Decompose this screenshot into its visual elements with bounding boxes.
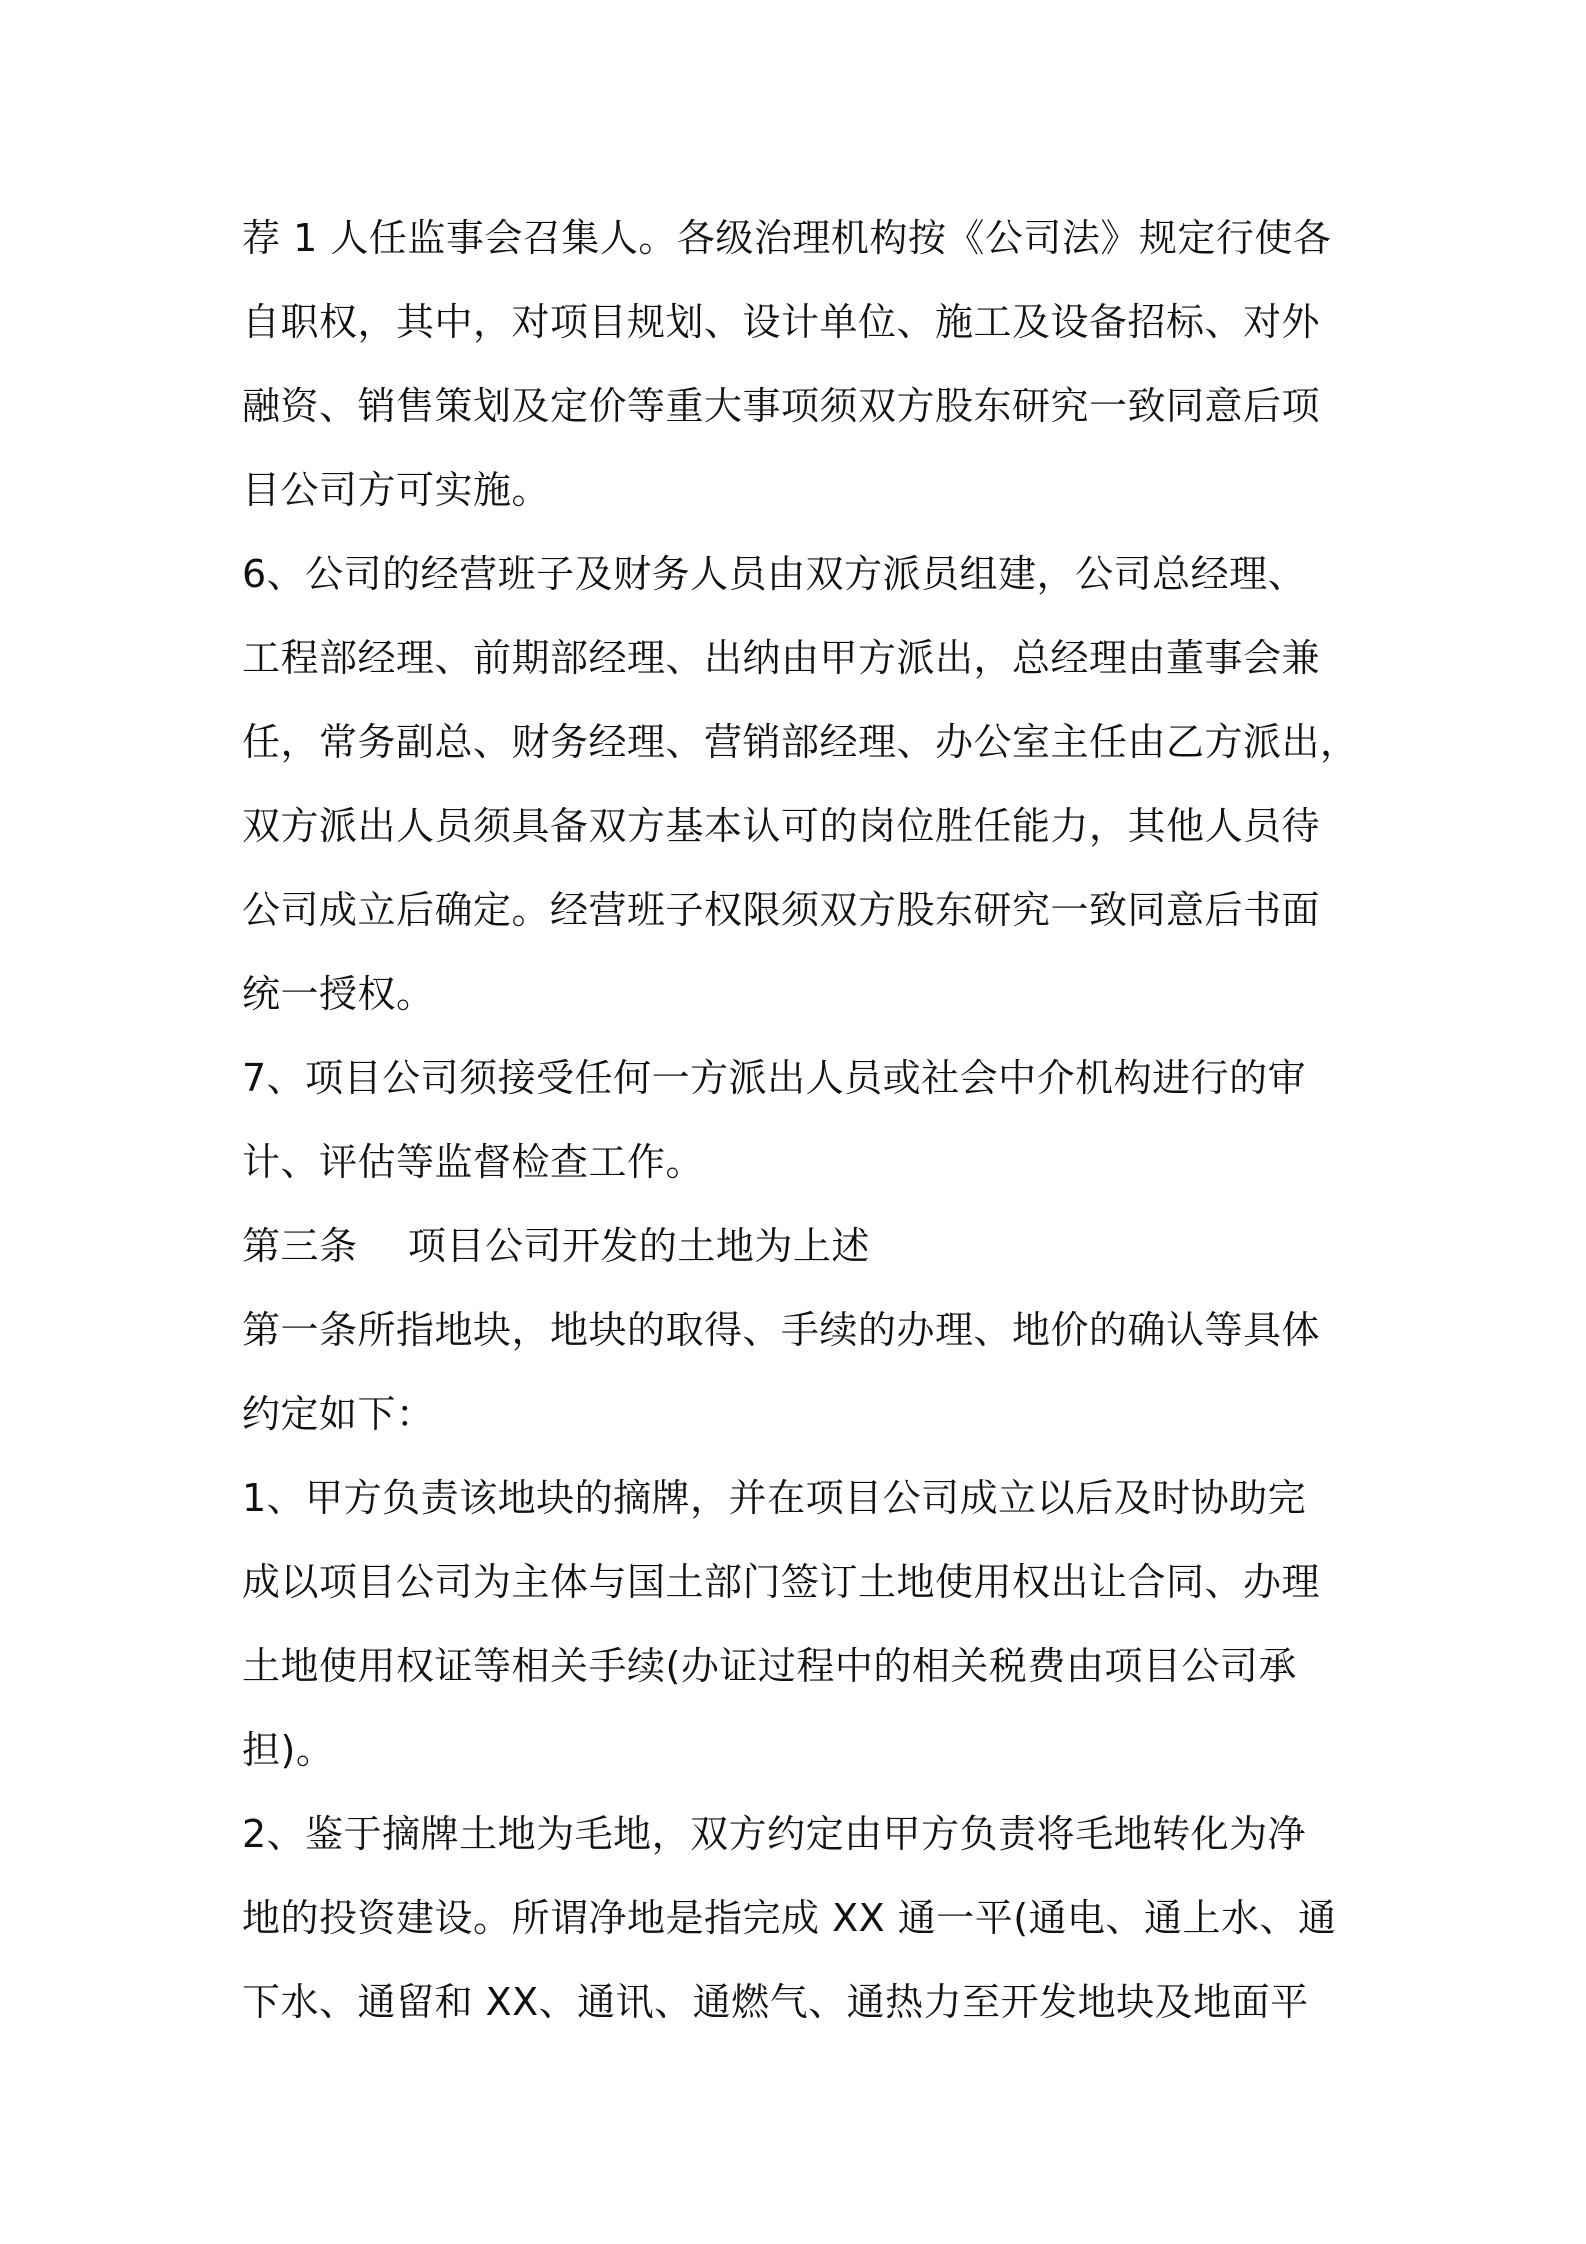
text-line: 工程部经理、前期部经理、出纳由甲方派出，总经理由董事会兼 <box>242 636 1321 680</box>
text-line: 目公司方可实施。 <box>242 468 551 512</box>
document-body <box>242 196 1362 2044</box>
article-heading: 第三条 项目公司开发的土地为上述 <box>242 1224 870 1268</box>
text-line: 荐 1 人任监事会召集人。各级治理机构按《公司法》规定行使各 <box>242 216 1332 260</box>
text-line: 下水、通留和 XX、通讯、通燃气、通热力至开发地块及地面平 <box>242 1980 1309 2024</box>
text-line: 计、评估等监督检查工作。 <box>242 1140 705 1184</box>
text-line: 土地使用权证等相关手续(办证过程中的相关税费由项目公司承 <box>242 1644 1297 1688</box>
text-line: 成以项目公司为主体与国土部门签订土地使用权出让合同、办理 <box>242 1560 1321 1604</box>
text-line: 约定如下： <box>242 1392 435 1436</box>
text-line: 地的投资建设。所谓净地是指完成 XX 通一平(通电、通上水、通 <box>242 1896 1337 1940</box>
text-line: 统一授权。 <box>242 972 435 1016</box>
text-line: 融资、销售策划及定价等重大事项须双方股东研究一致同意后项 <box>242 384 1321 428</box>
text-line: 2、鉴于摘牌土地为毛地，双方约定由甲方负责将毛地转化为净 <box>242 1812 1307 1856</box>
text-line: 6、公司的经营班子及财务人员由双方派员组建，公司总经理、 <box>242 552 1307 596</box>
text-line: 任，常务副总、财务经理、营销部经理、办公室主任由乙方派出， <box>242 720 1359 764</box>
text-line: 担)。 <box>242 1728 335 1772</box>
text-line: 7、项目公司须接受任何一方派出人员或社会中介机构进行的审 <box>242 1056 1307 1100</box>
text-line: 1、甲方负责该地块的摘牌，并在项目公司成立以后及时协助完 <box>242 1476 1307 1520</box>
text-line: 公司成立后确定。经营班子权限须双方股东研究一致同意后书面 <box>242 888 1321 932</box>
text-line: 自职权，其中，对项目规划、设计单位、施工及设备招标、对外 <box>242 300 1321 344</box>
text-line: 第一条所指地块，地块的取得、手续的办理、地价的确认等具体 <box>242 1308 1321 1352</box>
text-line: 双方派出人员须具备双方基本认可的岗位胜任能力，其他人员待 <box>242 804 1321 848</box>
